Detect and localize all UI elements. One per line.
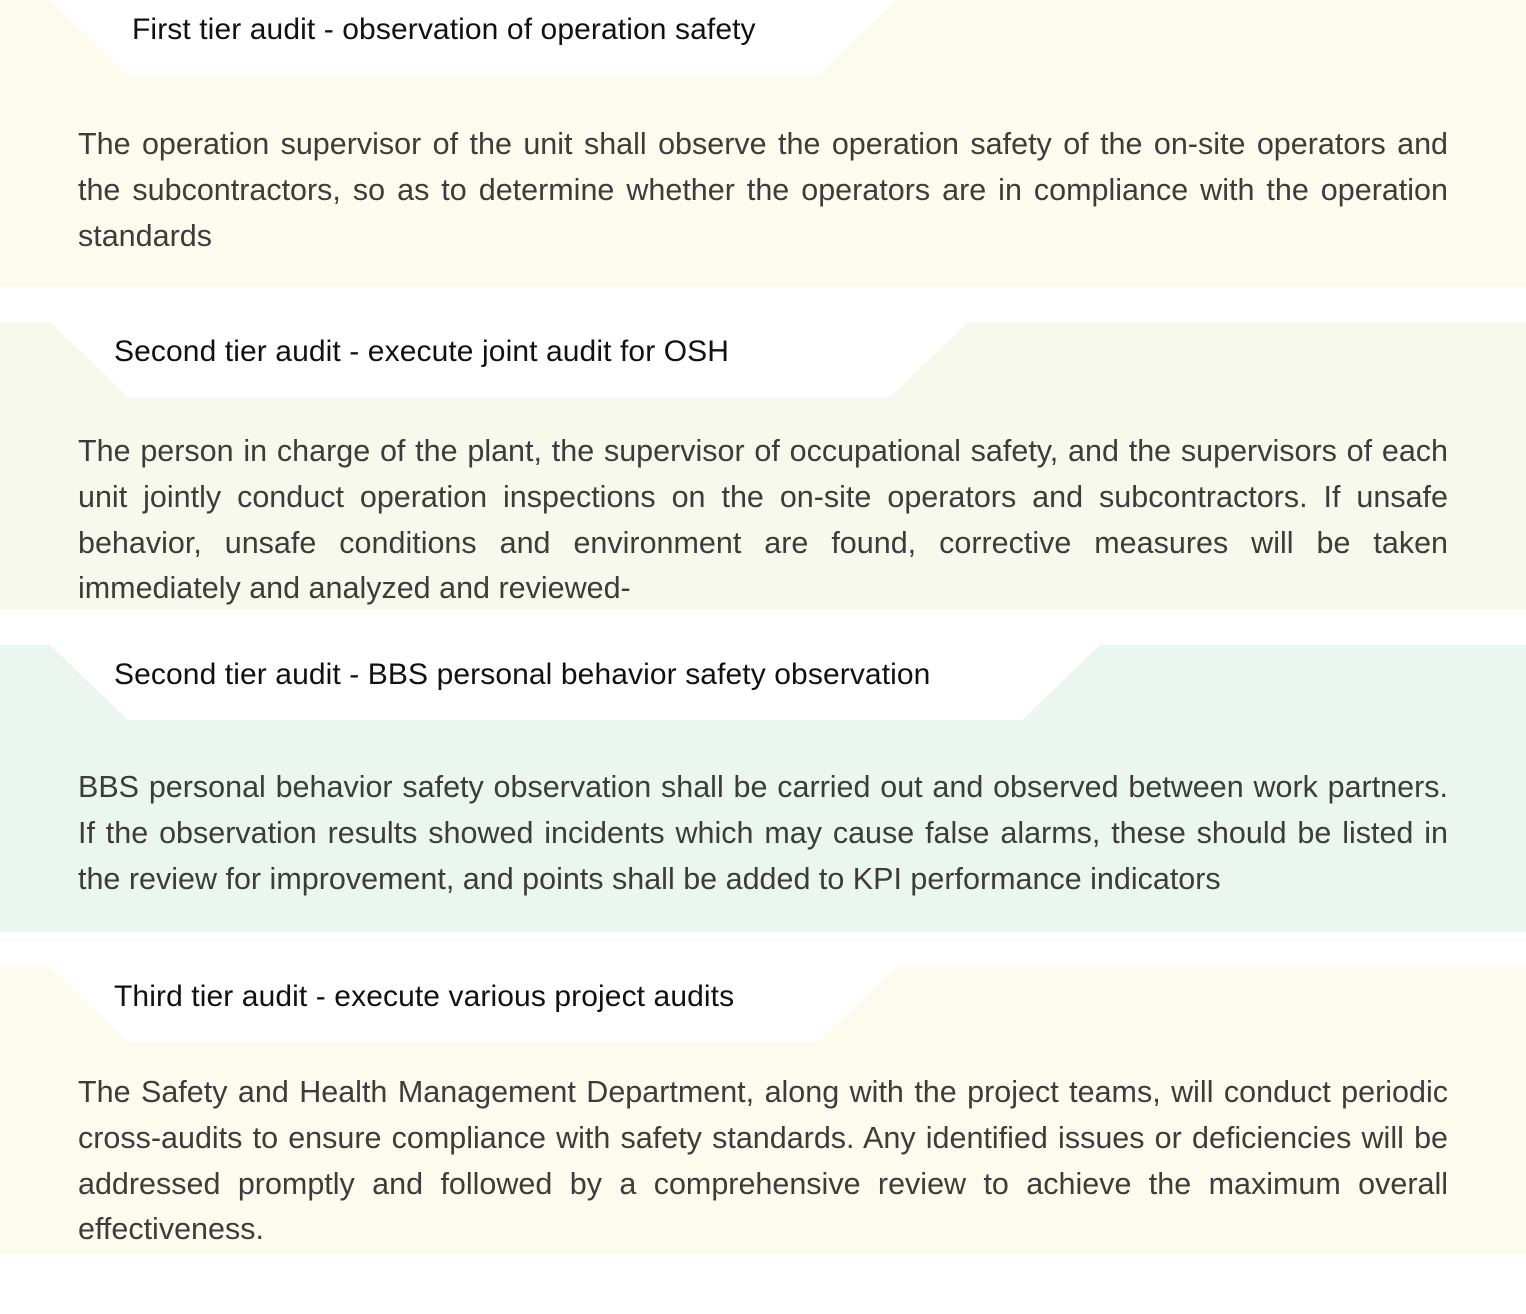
section-body: The Safety and Health Management Department, along with the project teams, will conduct periodic cross-audits to ensure compliance with safety standards. Any identified issues or deficiencies will be addressed promptly and followed by a comprehensive review to achieve the maximum overall effectiveness. (78, 1075, 1448, 1247)
section-body: The operation supervisor of the unit shall observe the operation safety of the on-site operators and the subcontractors, so as to determine whether the operators are in compliance with the operation standards (78, 127, 1448, 253)
section-title: Third tier audit - execute various project audits (114, 980, 735, 1013)
section-title: First tier audit - observation of operation safety (132, 13, 756, 46)
section-body: BBS personal behavior safety observation shall be carried out and observed between work partners. If the observation results showed incidents which may cause false alarms, these should be listed in the review for improvement, and points shall be added to KPI performance indicators (78, 770, 1448, 896)
audit-section-second-tier-joint (0, 322, 1526, 609)
audit-section-third-tier (0, 967, 1526, 1254)
audit-section-first-tier (0, 0, 1526, 287)
section-body: The person in charge of the plant, the supervisor of occupational safety, and the supervisors of each unit jointly conduct operation inspections on the on-site operators and subcontractors. If unsafe behavior, unsafe conditions and environment are found, corrective measures will be taken immediately and analyzed and reviewed- (78, 434, 1448, 606)
audit-section-second-tier-bbs (0, 645, 1526, 932)
section-title: Second tier audit - BBS personal behavior safety observation (114, 658, 931, 691)
section-title: Second tier audit - execute joint audit for OSH (114, 335, 730, 368)
